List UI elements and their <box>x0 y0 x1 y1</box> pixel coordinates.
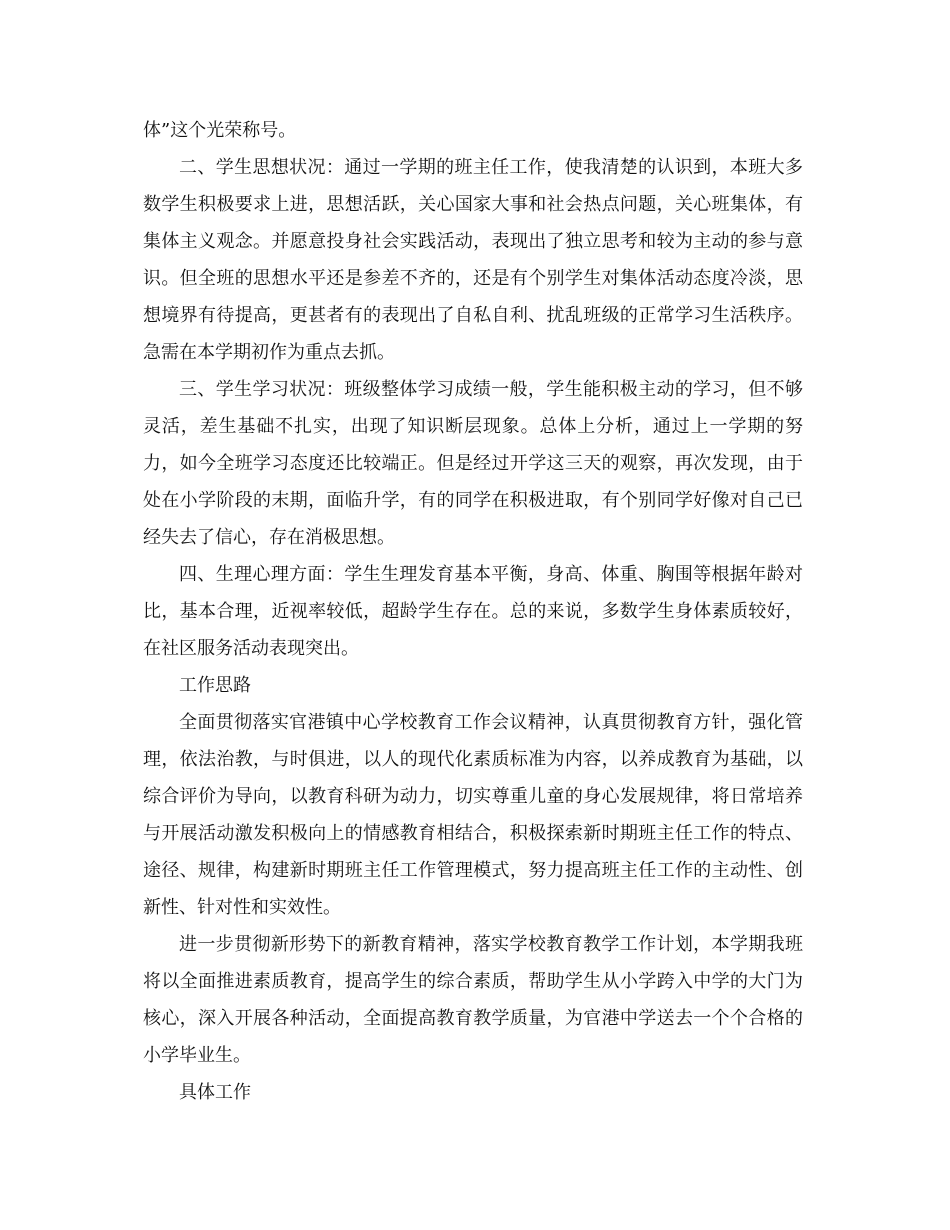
paragraph-work-approach-1: 全面贯彻落实官港镇中心学校教育工作会议精神，认真贯彻教育方针，强化管理，依法治教，与时俱进，以人的现代化素质标准为内容，以养成教育为基础，以综合评价为导向，以教育科研为动力，切实尊重儿童的身心发展规律，将日常培养与开展活动激发积极向上的情感教育相结合，积极探索新时期班主任工作的特点、途径、规律，构建新时期班主任工作管理模式，努力提高班主任工作的主动性、创新性、针对性和实效性。 <box>143 712 803 918</box>
heading-work-approach: 工作思路 <box>179 675 251 696</box>
paragraph-continuation: 体”这个光荣称号。 <box>143 120 297 141</box>
heading-specific-work: 具体工作 <box>179 1082 251 1103</box>
paragraph-student-study: 三、学生学习状况：班级整体学习成绩一般，学生能积极主动的学习，但不够灵活，差生基础不扎实，出现了知识断层现象。总体上分析，通过上一学期的努力，如今全班学习态度还比较端正。但是经过开学这三天的观察，再次发现，由于处在小学阶段的末期，面临升学，有的同学在积极进取，有个别同学好像对自己已经失去了信心，存在消极思想。 <box>143 379 803 548</box>
paragraph-student-thinking: 二、学生思想状况：通过一学期的班主任工作，使我清楚的认识到，本班大多数学生积极要求上进，思想活跃，关心国家大事和社会热点问题，关心班集体，有集体主义观念。并愿意投身社会实践活动，表现出了独立思考和较为主动的参与意识。但全班的思想水平还是参差不齐的，还是有个别学生对集体活动态度冷淡，思想境界有待提高，更甚者有的表现出了自私自利、扰乱班级的正常学习生活秩序。急需在本学期初作为重点去抓。 <box>143 157 803 363</box>
paragraph-work-approach-2: 进一步贯彻新形势下的新教育精神，落实学校教育教学工作计划，本学期我班将以全面推进素质教育，提高学生的综合素质，帮助学生从小学跨入中学的大门为核心，深入开展各种活动，全面提高教育教学质量，为官港中学送去一个个合格的小学毕业生。 <box>143 934 803 1066</box>
document-page <box>143 112 803 1111</box>
paragraph-physiology-psychology: 四、生理心理方面：学生生理发育基本平衡，身高、体重、胸围等根据年龄对比，基本合理，近视率较低，超龄学生存在。总的来说，多数学生身体素质较好，在社区服务活动表现突出。 <box>143 564 803 659</box>
